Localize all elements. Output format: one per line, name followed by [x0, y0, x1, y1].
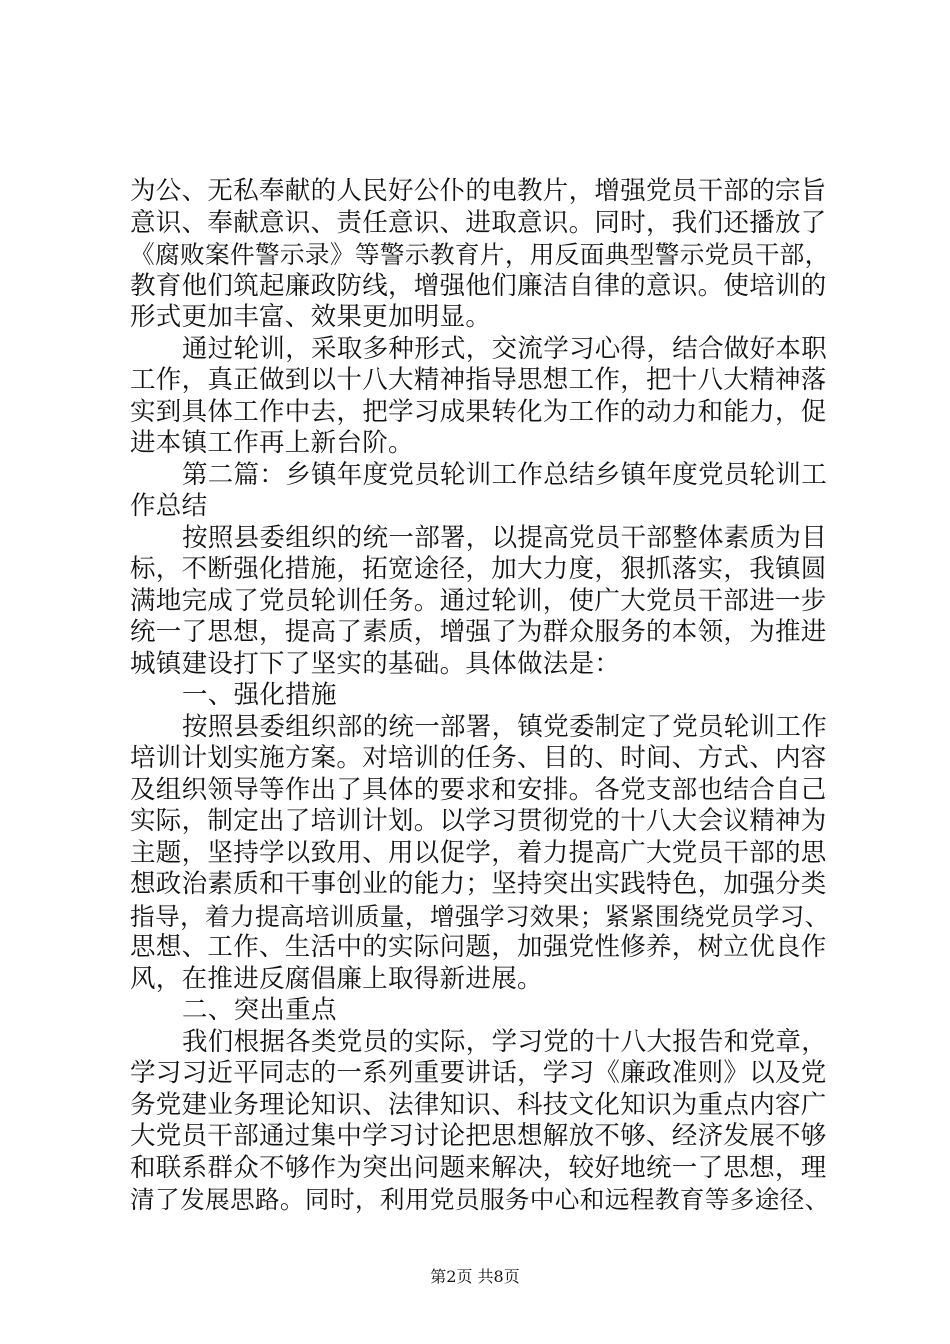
text-line: 满地完成了党员轮训任务。通过轮训，使广大党员干部进一步 [130, 585, 827, 616]
text-line: 大党员干部通过集中学习讨论把思想解放不够、经济发展不够 [130, 1121, 827, 1151]
text-line: 指导，着力提高培训质量，增强学习效果；紧紧围绕党员学习、 [130, 901, 830, 931]
text-line: 城镇建设打下了坚实的基础。具体做法是： [130, 648, 621, 679]
text-line: 通过轮训，采取多种形式，交流学习心得，结合做好本职 [182, 333, 828, 364]
text-line: 及组织领导等作出了具体的要求和安排。各党支部也结合自己 [130, 774, 827, 805]
page-footer: 第2页 共8页 [430, 1267, 520, 1286]
text-line: 第二篇：乡镇年度党员轮训工作总结乡镇年度党员轮训工 [182, 459, 828, 490]
text-line: 教育他们筑起廉政防线，增强他们廉洁自律的意识。使培训的 [130, 270, 827, 301]
text-line: 风，在推进反腐倡廉上取得新进展。 [130, 963, 543, 994]
text-line: 统一了思想，提高了素质，增强了为群众服务的本领，为推进 [130, 617, 827, 647]
text-line: 形式更加丰富、效果更加明显。 [130, 302, 492, 332]
text-line: 为公、无私奉献的人民好公仆的电教片，增强党员干部的宗旨 [130, 176, 827, 206]
text-line: 实际，制定出了培训计划。以学习贯彻党的十八大会议精神为 [130, 806, 827, 836]
text-line: 二、突出重点 [182, 995, 337, 1025]
text-line: 工作，真正做到以十八大精神指导思想工作，把十八大精神落 [130, 365, 827, 395]
text-line: 和联系群众不够作为突出问题来解决，较好地统一了思想，理 [130, 1152, 827, 1183]
text-line: 一、强化措施 [182, 680, 337, 710]
text-line: 标，不断强化措施，拓宽途径，加大力度，狠抓落实，我镇圆 [130, 554, 827, 584]
text-line: 按照县委组织的统一部署，以提高党员干部整体素质为目 [182, 522, 828, 553]
text-line: 按照县委组织部的统一部署，镇党委制定了党员轮训工作 [182, 711, 828, 742]
text-line: 清了发展思路。同时，利用党员服务中心和远程教育等多途径、 [130, 1185, 830, 1214]
text-line: 作总结 [130, 491, 208, 521]
text-line: 实到具体工作中去，把学习成果转化为工作的动力和能力，促 [130, 396, 827, 427]
text-line: 意识、奉献意识、责任意识、进取意识。同时，我们还播放了 [130, 207, 827, 238]
text-line: 思想、工作、生活中的实际问题，加强党性修养，树立优良作 [130, 932, 827, 962]
text-line: 《腐败案件警示录》等警示教育片，用反面典型警示党员干部， [130, 240, 830, 269]
text-line: 务党建业务理论知识、法律知识、科技文化知识为重点内容广 [130, 1089, 827, 1120]
text-line: 主题，坚持学以致用、用以促学，着力提高广大党员干部的思 [130, 837, 827, 868]
text-line: 想政治素质和干事创业的能力；坚持突出实践特色，加强分类 [130, 869, 827, 899]
text-line: 进本镇工作再上新台阶。 [130, 428, 414, 458]
text-line: 培训计划实施方案。对培训的任务、目的、时间、方式、内容 [130, 743, 827, 773]
text-line: 我们根据各类党员的实际，学习党的十八大报告和党章， [182, 1026, 828, 1057]
document-body [130, 176, 835, 1216]
text-line: 学习习近平同志的一系列重要讲话，学习《廉政准则》以及党 [130, 1058, 827, 1088]
